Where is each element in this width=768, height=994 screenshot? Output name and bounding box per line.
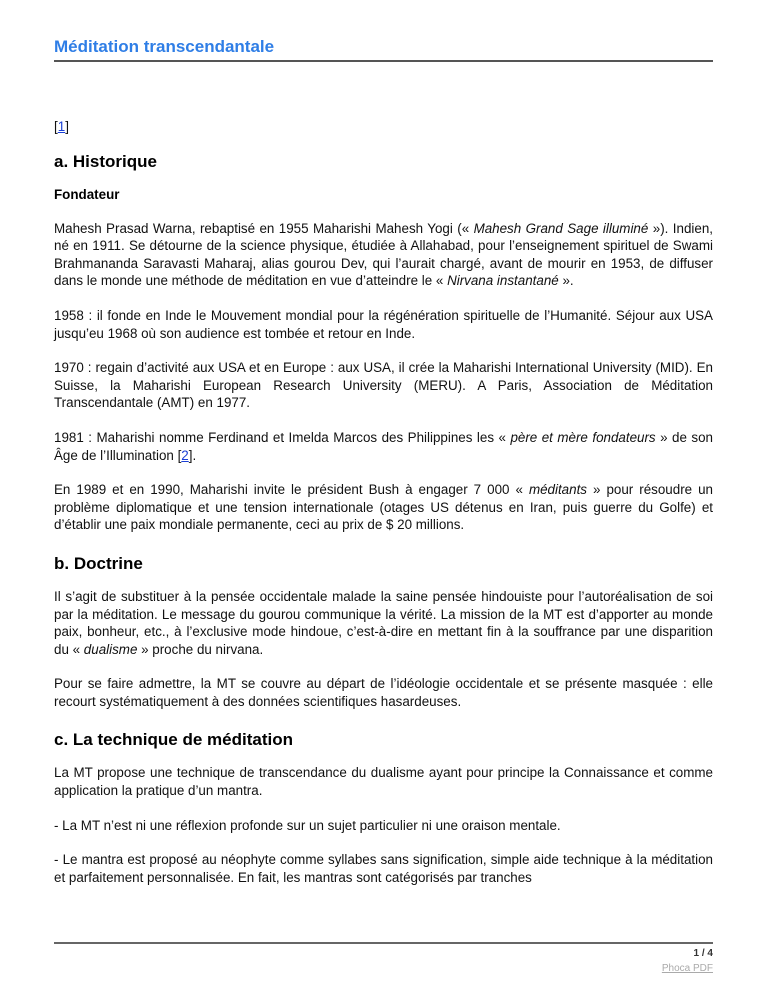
bracket-open: [	[54, 119, 58, 134]
paragraph-1989	[54, 481, 713, 534]
paragraph-technique-1: La MT propose une technique de transcendance du dualisme ayant pour principe la Connaissance et comme application la pratique d’un mantra.	[54, 765, 713, 799]
paragraph-doctrine-2: Pour se faire admettre, la MT se couvre au départ de l’idéologie occidentale et se présente masquée : elle recourt systématiquement à des données scientifiques hasardeuses.	[54, 676, 713, 709]
reference-line	[54, 118, 713, 136]
italic-text: Nirvana instantané	[447, 273, 559, 289]
section-heading-technique: c. La technique de méditation	[54, 730, 293, 750]
italic-text: Mahesh Grand Sage illuminé	[473, 220, 649, 236]
bracket-close: ]	[65, 119, 69, 134]
header-divider	[54, 60, 713, 62]
paragraph-1970: 1970 : regain d’activité aux USA et en Europe : aux USA, il crée la Maharishi International University (MID). En Suisse, la Maharishi European Research University (MERU). A Paris, Association de Méditation Transcendantale (AMT) en 1977.	[54, 360, 713, 411]
text-run: En 1989 et en 1990, Maharishi invite le président Bush à engager 7 000 «	[54, 482, 529, 498]
text-run: ».	[558, 273, 574, 289]
text-run: ].	[188, 447, 197, 463]
phoca-pdf-link[interactable]: Phoca PDF	[661, 963, 713, 974]
paragraph-technique-2: - La MT n’est ni une réflexion profonde sur un sujet particulier ni une oraison mentale.	[54, 817, 561, 833]
document-header	[54, 36, 713, 58]
document-body	[54, 118, 713, 903]
footnote-link-2[interactable]: 2	[181, 447, 189, 463]
section-heading-doctrine: b. Doctrine	[54, 553, 143, 573]
italic-text: méditants	[528, 482, 587, 498]
paragraph-doctrine-1	[54, 588, 713, 658]
text-run: » proche du nirvana.	[137, 641, 264, 657]
italic-text: dualisme	[83, 641, 138, 657]
text-run: Il s’agit de substituer à la pensée occidentale malade la saine pensée hindouiste pour l’autoréalisation de soi par la méditation. Le message du gourou communique la vérité. La mission de la MT est d’apporter au monde paix, bonheur, etc., à l’exclusive mode hindoue, c’est-à-dire en mettant fin à la souffrance par une disparition du «	[54, 588, 713, 657]
text-run: 1981 : Maharishi nomme Ferdinand et Imelda Marcos des Philippines les «	[54, 429, 511, 445]
text-run: » de son Âge de l’Illumination [	[54, 429, 714, 463]
footnote-link-1[interactable]: 1	[57, 119, 66, 134]
paragraph-1981	[54, 429, 713, 464]
italic-text: père et mère fondateurs	[510, 429, 656, 445]
text-run: Mahesh Prasad Warna, rebaptisé en 1955 Maharishi Mahesh Yogi («	[54, 220, 474, 236]
document-title: Méditation transcendantale	[54, 37, 275, 56]
subheading-fondateur: Fondateur	[54, 186, 120, 202]
text-run: »). Indien, né en 1911. Se détourne de la science physique, étudiée à Allahabad, pour l’enseignement spirituel de Swami Brahmananda Saravasti Maharaj, alias gourou Dev, qui l’aurait chargé, avant de mourir en 1953, de diffuser dans le monde une méthode de méditation en vue d’atteindre le «	[54, 220, 714, 289]
text-run: » pour résoudre un problème diplomatique et une tension internationale (otages US détenus en Iran, puis guerre du Golfe) et d’établir une paix mondiale permanente, ceci au prix de $ 20 millions.	[54, 482, 713, 533]
paragraph-fondateur	[54, 220, 713, 290]
section-heading-historique: a. Historique	[54, 151, 157, 171]
footer-divider	[54, 942, 713, 944]
page-number: 1 / 4	[693, 948, 713, 959]
paragraph-1958: 1958 : il fonde en Inde le Mouvement mondial pour la régénération spirituelle de l’Humanité. Séjour aux USA jusqu’eu 1968 où son audience est tombée et retour en Inde.	[54, 307, 713, 341]
paragraph-technique-3: - Le mantra est proposé au néophyte comme syllabes sans signification, simple aide technique à la méditation et parfaitement personnalisée. En fait, les mantras sont catégorisés par tranches	[54, 852, 713, 885]
